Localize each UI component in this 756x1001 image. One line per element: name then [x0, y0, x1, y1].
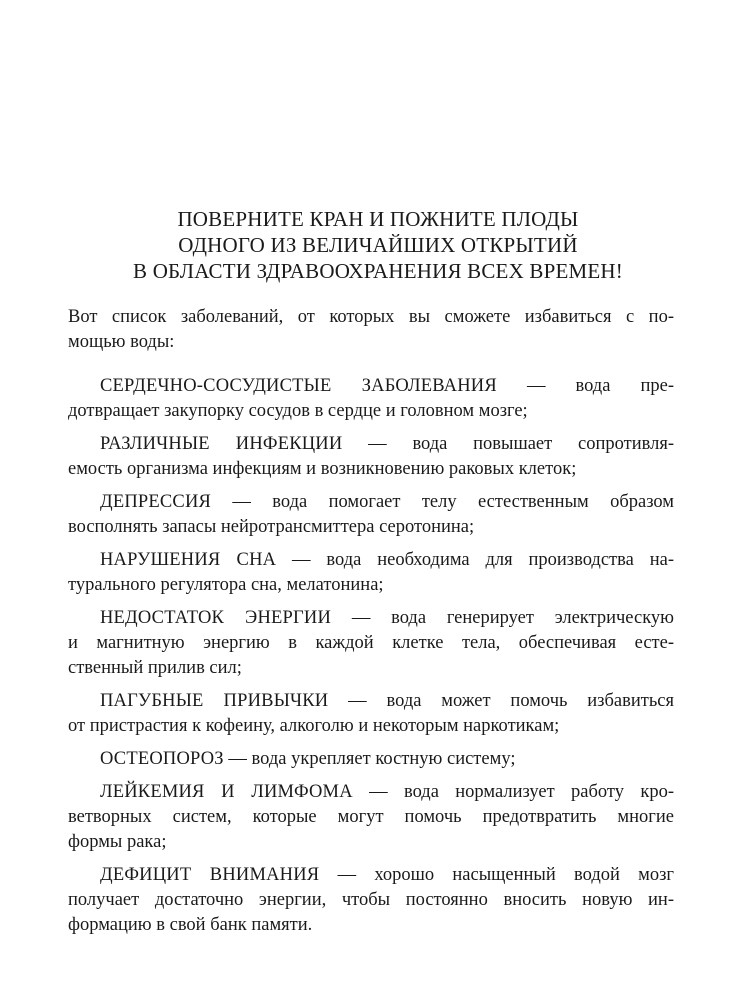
list-item — [68, 548, 674, 598]
item-text: — хорошо насыщенный водой мозг — [319, 865, 674, 885]
list-item — [68, 780, 674, 855]
item-text: — вода помогает телу естественным образом — [211, 492, 674, 512]
list-item — [68, 374, 674, 424]
item-text: и магнитную энергию в каждой клетке тела, обеспечивая есте- — [68, 633, 674, 653]
item-text: — вода генерирует электрическую — [331, 608, 674, 628]
item-text: ственный прилив сил; — [68, 658, 242, 678]
heading-line-3: В ОБЛАСТИ ЗДРАВООХРАНЕНИЯ ВСЕХ ВРЕМЕН! — [133, 259, 623, 283]
page-heading — [0, 206, 756, 284]
item-text: восполнять запасы нейротрансмиттера серотонина; — [68, 517, 475, 537]
list-item — [68, 863, 674, 938]
intro-line-1: Вот список заболеваний, от которых вы сможете избавиться с по- — [68, 307, 674, 327]
item-text: формацию в свой банк памяти. — [68, 915, 313, 935]
item-term: ДЕПРЕССИЯ — [100, 492, 212, 512]
list-item — [68, 689, 674, 739]
heading-line-1: ПОВЕРНИТЕ КРАН И ПОЖНИТЕ ПЛОДЫ — [177, 207, 579, 231]
item-term: НЕДОСТАТОК ЭНЕРГИИ — [100, 608, 332, 628]
item-term: ДЕФИЦИТ ВНИМАНИЯ — [100, 865, 320, 885]
list-item — [68, 490, 674, 540]
item-text: — вода пре- — [496, 376, 674, 396]
disease-list — [68, 374, 674, 946]
intro-paragraph — [68, 305, 674, 355]
item-term: ЛЕЙКЕМИЯ И ЛИМФОМА — [100, 782, 353, 802]
item-text: — вода повышает сопротивля- — [342, 434, 674, 454]
intro-line-2: мощью воды: — [68, 332, 175, 352]
item-term: СЕРДЕЧНО-СОСУДИСТЫЕ ЗАБОЛЕВАНИЯ — [100, 376, 497, 396]
item-text: турального регулятора сна, мелатонина; — [68, 575, 384, 595]
item-term: НАРУШЕНИЯ СНА — [100, 550, 277, 570]
item-text: — вода необходима для производства на- — [276, 550, 674, 570]
item-text: получает достаточно энергии, чтобы постоянно вносить новую ин- — [68, 890, 674, 910]
item-text: ветворных систем, которые могут помочь предотвратить многие — [68, 807, 674, 827]
list-item — [68, 432, 674, 482]
list-item — [68, 747, 674, 772]
item-text: дотвращает закупорку сосудов в сердце и головном мозге; — [68, 401, 528, 421]
item-text: — вода может помочь избавиться — [328, 691, 674, 711]
item-text: от пристрастия к кофеину, алкоголю и некоторым наркотикам; — [68, 716, 560, 736]
item-term: ОСТЕОПОРОЗ — [100, 749, 224, 769]
item-term: ПАГУБНЫЕ ПРИВЫЧКИ — [100, 691, 329, 711]
heading-line-2: ОДНОГО ИЗ ВЕЛИЧАЙШИХ ОТКРЫТИЙ — [178, 233, 578, 257]
item-text: формы рака; — [68, 832, 167, 852]
item-term: РАЗЛИЧНЫЕ ИНФЕКЦИИ — [100, 434, 343, 454]
item-text: емость организма инфекциям и возникновению раковых клеток; — [68, 459, 577, 479]
list-item — [68, 606, 674, 681]
item-text: — вода укрепляет костную систему; — [223, 749, 516, 769]
item-text: — вода нормализует работу кро- — [352, 782, 674, 802]
